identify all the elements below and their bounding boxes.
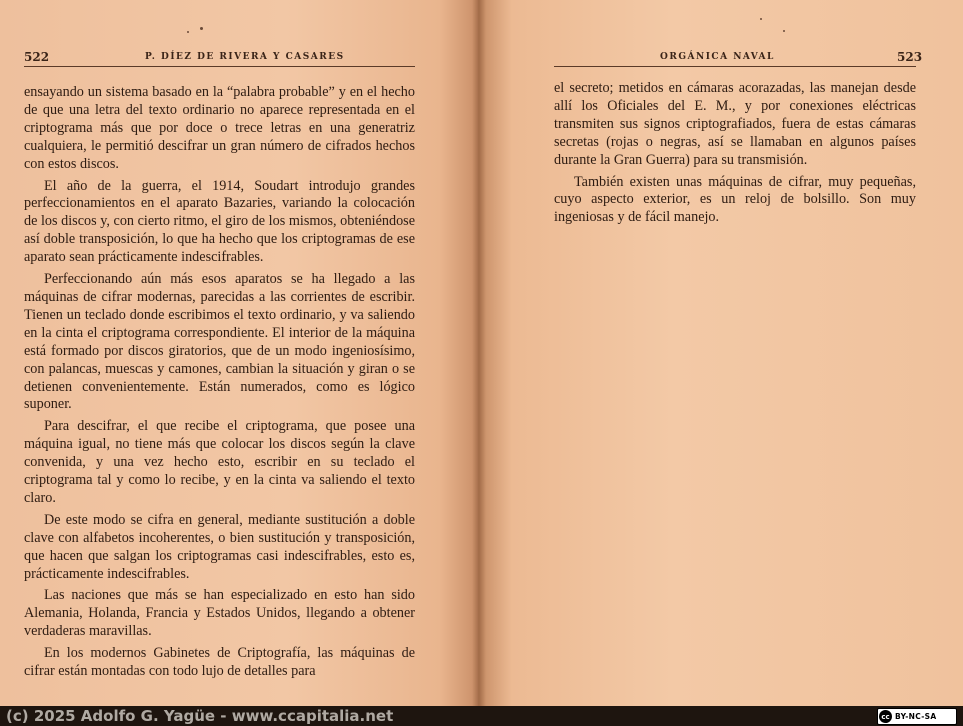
right-page [478,0,963,706]
paper-speck [187,31,189,33]
paper-speck [783,30,785,32]
paragraph: Las naciones que más se han especializado en esto han sido Alemania, Holanda, Francia y Estados Unidos, llegando a obtener verdaderas maravillas. [24,587,415,640]
right-header-rule [554,66,916,67]
paragraph: De este modo se cifra en general, mediante sustitución a doble clave con alfabetos incoherentes, o bien sustitución y transposición, que hacen que salgan los criptogramas casi indescifrables, esto es, prácticamente indescifrables. [24,511,415,582]
paragraph: Perfeccionando aún más esos aparatos se ha llegado a las máquinas de cifrar modernas, parecidas a las corrientes de escribir. Tienen un teclado donde escribimos el texto ordinario, y va saliendo en la cinta el criptograma correspondiente. El interior de la máquina está formado por discos giratorios, que de un modo ingeniosísimo, con palancas, muescas y camones, cambian la situación y giran o se detienen convenientemente. Están numerados, como es lógico suponer. [24,271,415,413]
book-gutter-shadow [472,0,486,706]
paragraph: También existen unas máquinas de cifrar, muy pequeñas, cuyo aspecto exterior, es un reloj de bolsillo. Son muy ingeniosas y de fácil manejo. [554,173,916,226]
paper-speck [200,27,203,30]
paragraph: El año de la guerra, el 1914, Soudart introdujo grandes perfeccionamientos en el aparato Bazaries, variando la colocación de los discos y, con cierto ritmo, el giro de los mismos, obteniéndose así doble transposición, lo que ha hecho que los criptogramas de ese aparato sean prácticamente indescifrables. [24,177,415,266]
left-running-header: P. DÍEZ DE RIVERA Y CASARES [145,52,345,62]
left-page [0,0,478,706]
paragraph: Para descifrar, el que recibe el criptograma, que posee una máquina igual, no tiene más que colocar los discos según la clave convenida, y una vez hecho esto, escribir en su teclado el criptograma tal y como lo recibe, y en la cinta va saliendo el texto claro. [24,418,415,506]
left-header-rule [24,66,415,67]
right-running-header: ORGÁNICA NAVAL [660,52,775,62]
left-body-text [24,84,415,685]
right-body-text [554,80,916,231]
license-label: BY-NC-SA [895,712,937,721]
paper-speck [760,18,762,20]
cc-license-badge[interactable] [877,708,957,725]
paragraph: el secreto; metidos en cámaras acorazadas, las manejan desde allí los Oficiales del E. M., y por conexiones eléctricas transmiten sus signos criptografiados, fuera de estas cámaras secretas (rojas o negras, así se llamaban en algunos países durante la Gran Guerra) para su transmisión. [554,80,916,168]
cc-icon: cc [879,710,892,723]
paragraph: ensayando un sistema basado en la “palabra probable” y en el hecho de que una letra del texto ordinario no aparece representada en el criptograma más que por doce o trece letras en una generatriz cualquiera, le permitió descifrar un gran número de cifrados hechos con estos discos. [24,84,415,172]
paragraph: En los modernos Gabinetes de Criptografía, las máquinas de cifrar están montadas con todo lujo de detalles para [24,645,415,680]
right-page-number: 523 [897,50,923,64]
left-page-number: 522 [24,50,50,64]
copyright-watermark: (c) 2025 Adolfo G. Yagüe - www.ccapitalia.net [6,707,394,725]
